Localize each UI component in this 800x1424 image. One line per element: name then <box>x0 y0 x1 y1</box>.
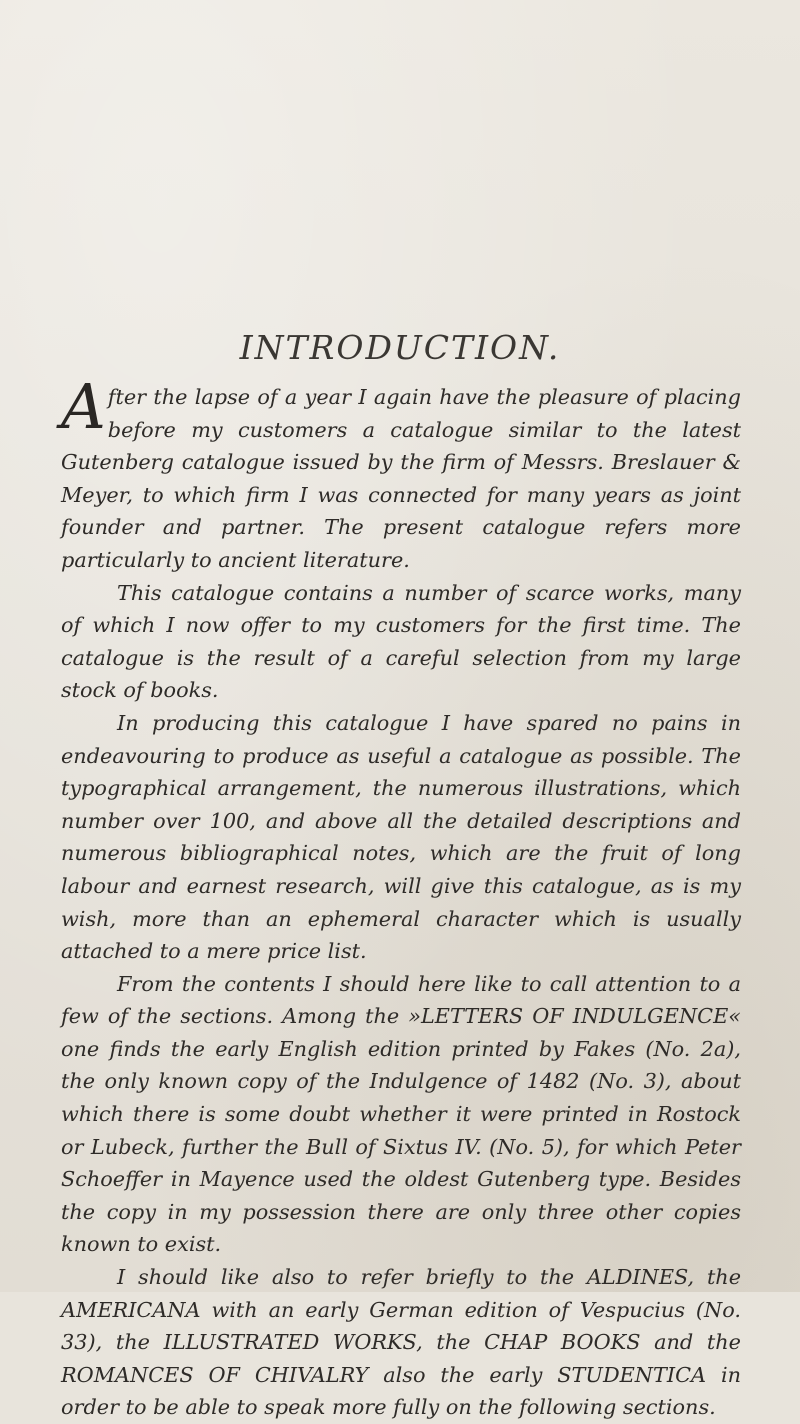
drop-cap: A <box>61 370 106 443</box>
paragraph-5: I should like also to refer briefly to the ALDINES, the AMERICANA with an early German edition of Vespucius (No. 33), the ILLUSTRATED WORKS, the CHAP BOOKS and the ROMANCES OF CHIVALRY also the early STUDENTICA in order to be able to speak more fully on the following sections. <box>61 1265 741 1420</box>
paragraph-3: In producing this catalogue I have spared no pains in endeavouring to produce as useful a catalogue as possible. The typographical arrangement, the numerous illustrations, which number over 100, and above all the detailed descriptions and numerous bibliographical notes, which are the fruit of long labour and earnest research, will give this catalogue, as is my wish, more than an ephemeral character which is usually attached to a mere price list. <box>61 710 741 964</box>
introduction-body <box>61 370 741 1424</box>
paragraph-2: This catalogue contains a number of scarce works, many of which I now offer to my customers for the first time. The catalogue is the result of a careful selection from my large stock of books. <box>61 580 741 703</box>
page-title: INTRODUCTION. <box>239 328 561 367</box>
paragraph-1-text: fter the lapse of a year I again have the pleasure of placing before my customers a catalogue similar to the latest Gutenberg catalogue issued by the firm of Messrs. Breslauer & Meyer, to which firm I was connected for many years as joint founder and partner. The present catalogue refers more particularly to ancient literature. <box>61 385 741 572</box>
paragraph-4: From the contents I should here like to call attention to a few of the sections. Among the »LETTERS OF INDULGENCE« one finds the early English edition printed by Fakes (No. 2a), the only known copy of the Indulgence of 1482 (No. 3), about which there is some doubt whether it were printed in Rostock or Lubeck, further the Bull of Sixtus IV. (No. 5), for which Peter Schoeffer in Mayence used the oldest Gutenberg type. Besides the copy in my possession there are only three other copies known to exist. <box>61 971 741 1257</box>
paragraph-1 <box>61 370 741 577</box>
